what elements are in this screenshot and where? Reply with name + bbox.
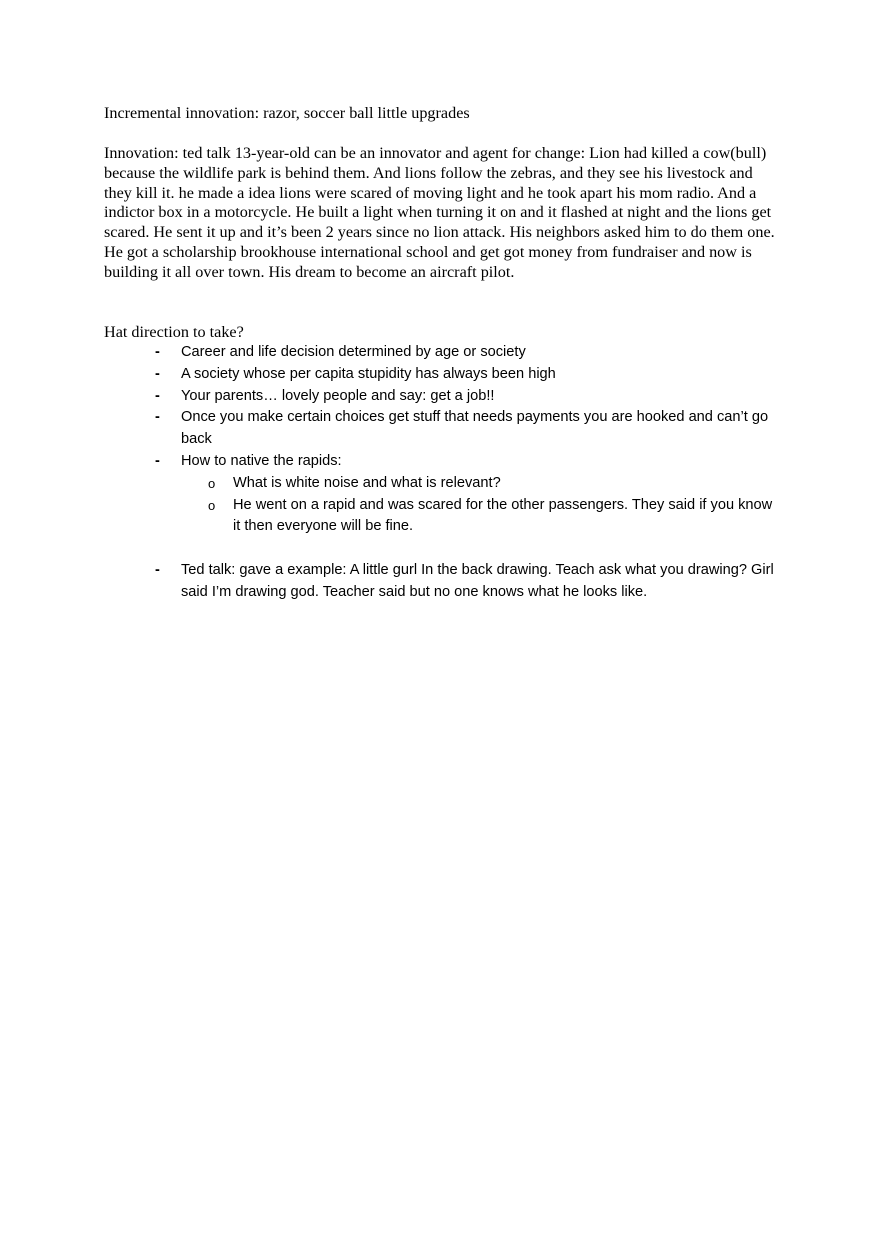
blank-line [0,538,880,560]
sub-list-item [181,473,778,495]
list-item-text: Once you make certain choices get stuff that needs payments you are hooked and can’t go back [181,409,769,448]
hat-direction-heading: Hat direction to take? [104,323,244,341]
list-item-text: Your parents… lovely people and say: get a job!! [181,387,495,404]
list-item-text: Ted talk: gave a example: A little gurl In the back drawing. Teach ask what you drawing? Girl said I’m drawing god. Teacher said but no one knows what he looks like. [181,561,774,600]
sub-bullet-list [181,473,781,538]
bullet-list [0,342,880,604]
list-item [0,364,781,386]
list-item [0,386,781,408]
list-item [0,342,781,364]
list-item-text: How to native the rapids: [181,452,342,469]
list-item [0,451,781,538]
dash-bullet-icon: - [155,409,160,426]
sub-list-item-text: What is white noise and what is relevant? [233,474,501,491]
dash-bullet-icon: - [155,344,160,360]
dash-bullet-icon: - [155,365,160,382]
circle-bullet-icon: o [208,497,216,513]
circle-bullet-icon: o [208,475,216,491]
title-line: Incremental innovation: razor, soccer ball little upgrades [104,104,470,122]
innovation-paragraph: Innovation: ted talk 13-year-old can be an innovator and agent for change: Lion had killed a cow(bull) because the wildlife park is behind them. And lions follow the zebras, and they see his livestock and they kill it. he made a idea lions were scared of moving light and he took apart his mom radio. And a indictor box in a motorcycle. He built a light when turning it on and it flashed at night and the lions get scared. He sent it up and it’s been 2 years since no lion attack. His neighbors asked him to do them one. He got a scholarship brookhouse international school and get got money from fundraiser and now is building it all over town. His dream to become an aircraft pilot. [104,144,775,281]
list-item [0,560,781,604]
dash-bullet-icon: - [155,561,160,578]
sub-list-item [181,495,778,539]
dash-bullet-icon: - [155,452,160,469]
list-item-text: Career and life decision determined by age or society [181,344,526,360]
list-item [0,407,781,451]
dash-bullet-icon: - [155,387,160,404]
list-item-text: A society whose per capita stupidity has always been high [181,365,556,382]
sub-list-item-text: He went on a rapid and was scared for the other passengers. They said if you know it then everyone will be fine. [233,496,773,535]
